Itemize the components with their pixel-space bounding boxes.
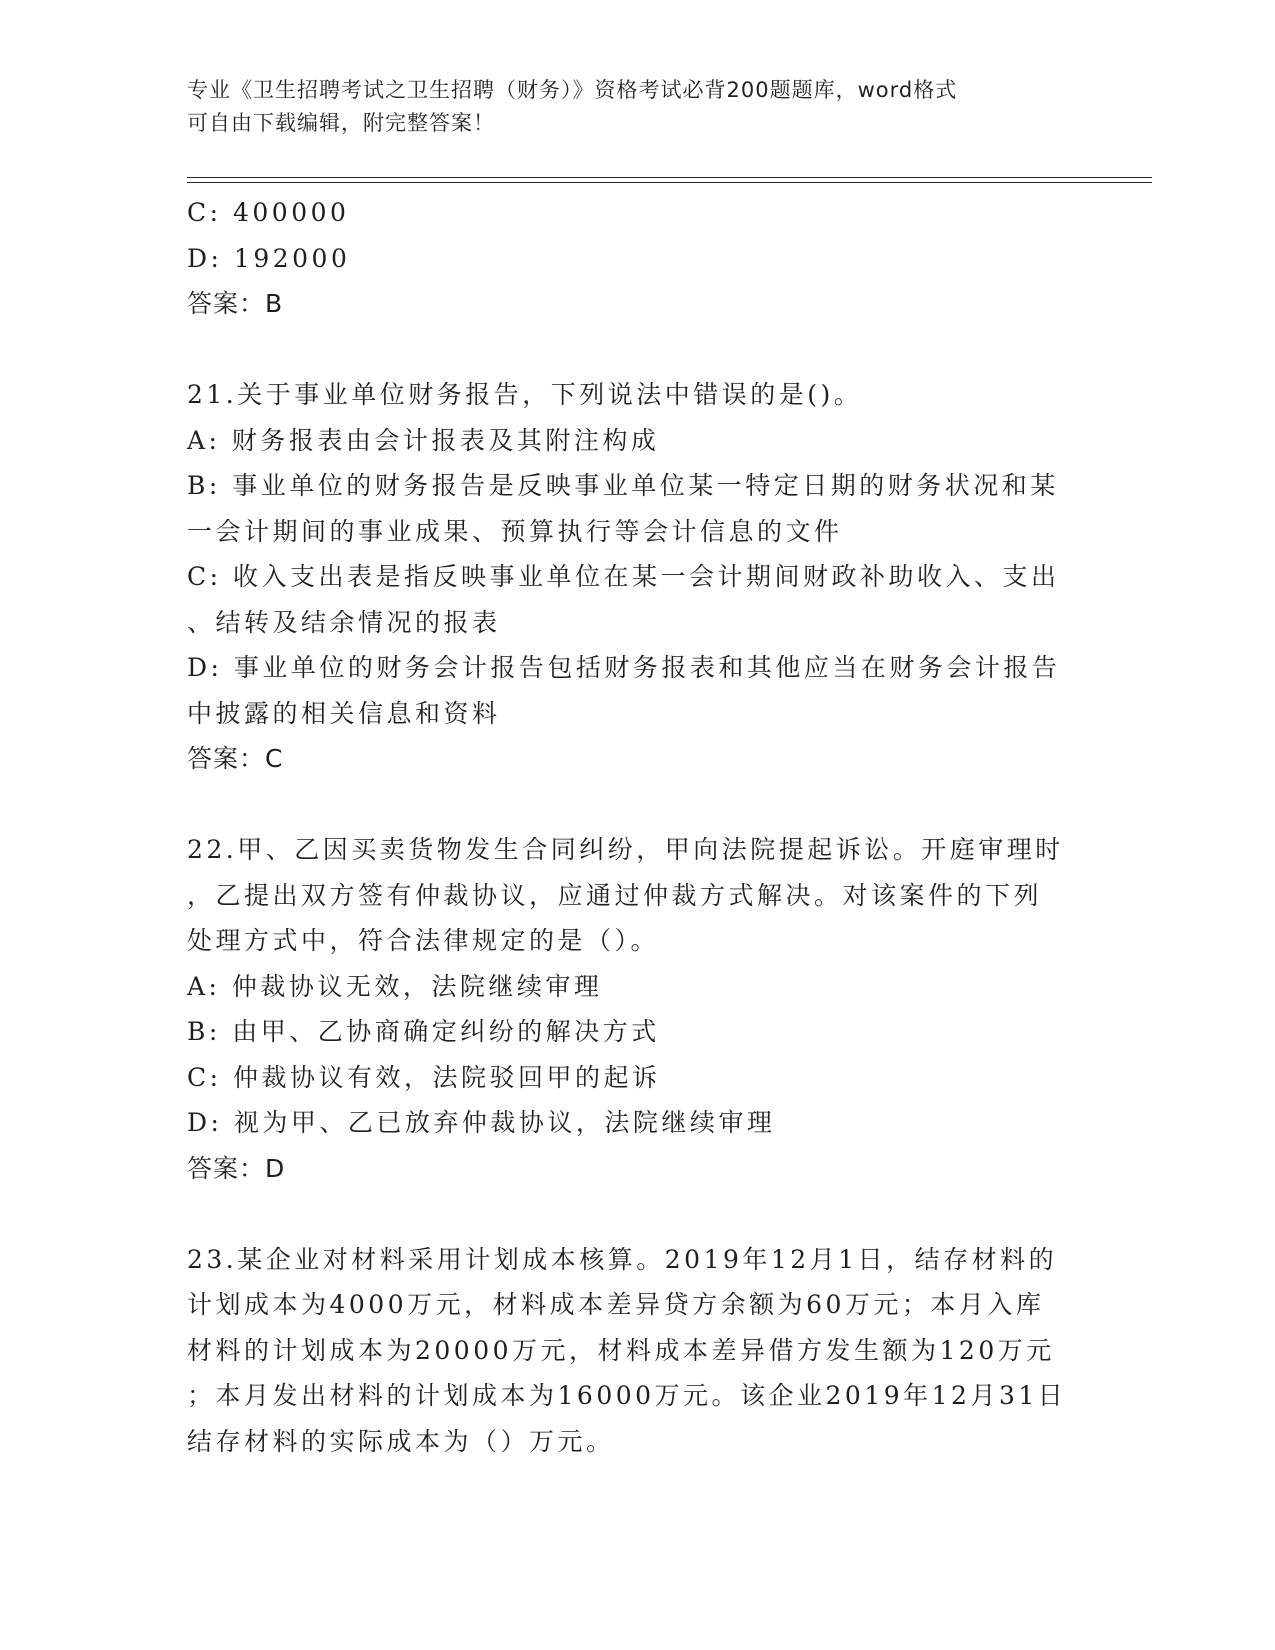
option-b: B: 由甲、乙协商确定纠纷的解决方式 [187,1017,660,1046]
question-stem-line-3: 材料的计划成本为20000万元，材料成本差异借方发生额为120万元 [187,1335,1055,1365]
option-c: C: 仲裁协议有效，法院驳回甲的起诉 [187,1062,661,1092]
spacer [187,782,1087,828]
option-c-line-1: C: 收入支出表是指反映事业单位在某一会计期间财政补助收入、支出 [187,562,1060,591]
option-b-line-1: B: 事业单位的财务报告是反映事业单位某一特定日期的财务状况和某 [187,471,1059,500]
question-stem-line-5: 结存材料的实际成本为（）万元。 [187,1426,615,1456]
answer-text: 答案：B [187,289,284,318]
previous-question-tail [187,190,1087,327]
question-stem: 21.关于事业单位财务报告，下列说法中错误的是()。 [187,380,863,409]
answer-text: 答案：D [187,1153,286,1183]
spacer [187,327,1087,373]
option-d: D: 192000 [187,243,351,273]
header-divider-top [187,177,1152,178]
option-c-line-2: 、结转及结余情况的报表 [187,607,501,637]
page-header [187,74,1087,140]
option-d-line-2: 中披露的相关信息和资料 [187,698,501,728]
header-divider-bottom [187,182,1152,183]
question-stem-line-1: 23.某企业对材料采用计划成本核算。2019年12月1日，结存材料的 [187,1244,1058,1274]
question-21 [187,372,1087,782]
question-22 [187,827,1087,1191]
option-b-line-2: 一会计期间的事业成果、预算执行等会计信息的文件 [187,516,843,546]
question-23 [187,1237,1087,1465]
header-title-line-2: 可自由下载编辑，附完整答案！ [187,111,495,135]
option-a: A: 仲裁协议无效，法院继续审理 [187,971,603,1001]
answer-text: 答案：C [187,744,284,773]
option-d: D: 视为甲、乙已放弃仲裁协议，法院继续审理 [187,1108,776,1137]
question-stem-line-2: 计划成本为4000万元，材料成本差异贷方余额为60万元；本月入库 [187,1290,1045,1319]
question-stem-line-2: ，乙提出双方签有仲裁协议，应通过仲裁方式解决。对该案件的下列 [187,880,1043,910]
option-c: C: 400000 [187,198,350,227]
question-stem-line-3: 处理方式中，符合法律规定的是（）。 [187,926,660,955]
question-stem-line-4: ；本月发出材料的计划成本为16000万元。该企业2019年12月31日 [187,1381,1067,1410]
question-content [187,190,1087,1464]
option-d-line-1: D: 事业单位的财务会计报告包括财务报表和其他应当在财务会计报告 [187,653,1061,682]
option-a: A: 财务报表由会计报表及其附注构成 [187,425,660,455]
header-title-line-1: 专业《卫生招聘考试之卫生招聘（财务）》资格考试必背200题题库，word格式 [187,78,958,102]
spacer [187,1191,1087,1237]
question-stem-line-1: 22.甲、乙因买卖货物发生合同纠纷，甲向法院提起诉讼。开庭审理时 [187,835,1064,864]
